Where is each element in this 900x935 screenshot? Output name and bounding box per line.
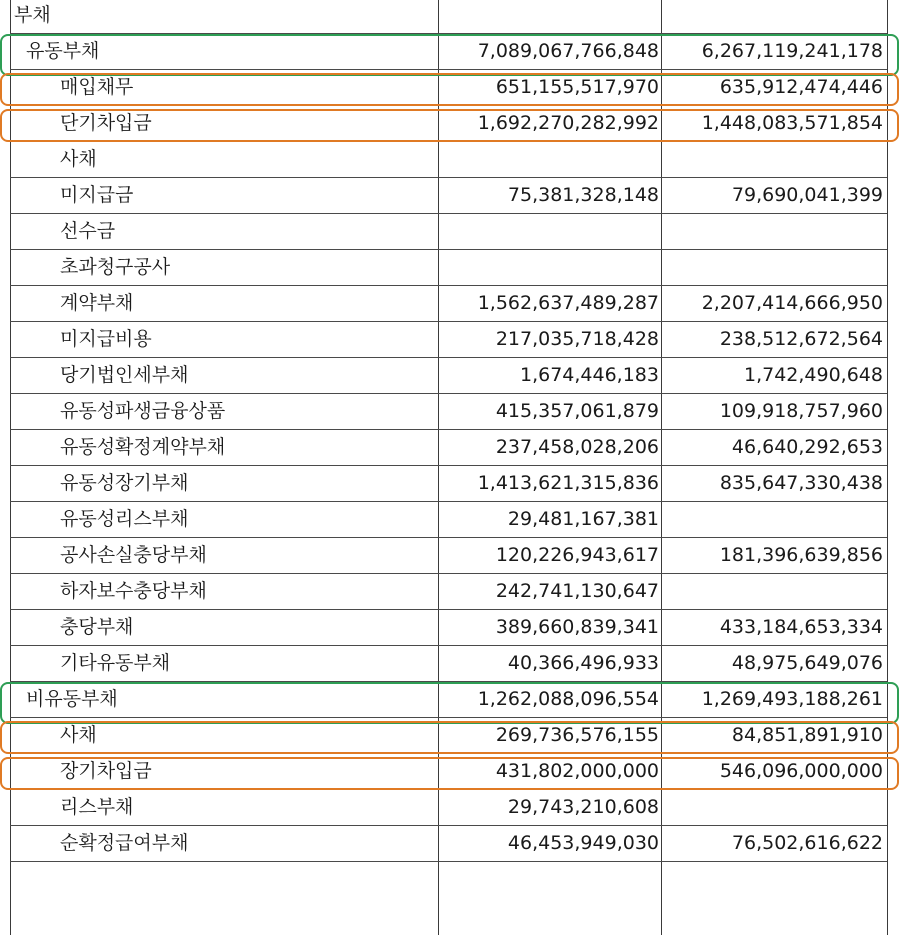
prior-period-amount: 238,512,672,564 [719,328,883,350]
account-label: 선수금 [60,220,116,242]
table-row [10,0,887,34]
table-row [10,610,887,646]
account-label: 사채 [60,148,97,170]
prior-period-amount: 835,647,330,438 [719,472,883,494]
current-period-amount: 29,743,210,608 [507,796,659,818]
account-label: 장기차입금 [60,760,152,782]
current-period-amount: 242,741,130,647 [495,580,659,602]
current-period-amount: 1,674,446,183 [519,364,659,386]
account-label: 초과청구공사 [60,256,171,278]
prior-period-amount [663,790,883,825]
current-period-amount: 75,381,328,148 [507,184,659,206]
prior-period-amount [663,250,883,285]
table-row [10,538,887,574]
current-period-amount: 651,155,517,970 [495,76,659,98]
table-row [10,430,887,466]
account-label: 유동성장기부채 [60,472,189,494]
prior-period-amount: 2,207,414,666,950 [701,292,883,314]
current-period-amount: 389,660,839,341 [495,616,659,638]
prior-period-amount: 433,184,653,334 [719,616,883,638]
account-label: 리스부채 [60,796,134,818]
current-period-amount: 269,736,576,155 [495,724,659,746]
current-period-amount: 46,453,949,030 [507,832,659,854]
table-row [10,826,887,862]
table-row [10,250,887,286]
prior-period-amount [663,214,883,249]
prior-period-amount: 84,851,891,910 [731,724,883,746]
current-period-amount [440,214,659,249]
current-period-amount: 1,262,088,096,554 [477,688,659,710]
account-label: 순확정급여부채 [60,832,189,854]
current-period-amount [440,0,659,33]
current-period-amount [440,250,659,285]
prior-period-amount: 48,975,649,076 [731,652,883,674]
account-label: 기타유동부채 [60,652,171,674]
table-row [10,34,887,70]
current-period-amount: 40,366,496,933 [507,652,659,674]
current-period-amount: 415,357,061,879 [495,400,659,422]
current-period-amount: 1,413,621,315,836 [477,472,659,494]
table-row [10,646,887,682]
table-row [10,502,887,538]
current-period-amount: 1,562,637,489,287 [477,292,659,314]
account-label: 미지급금 [60,184,134,206]
prior-period-amount: 1,269,493,188,261 [701,688,883,710]
prior-period-amount [663,0,883,33]
prior-period-amount: 109,918,757,960 [719,400,883,422]
current-period-amount: 29,481,167,381 [507,508,659,530]
account-label: 공사손실충당부채 [60,544,207,566]
prior-period-amount: 76,502,616,622 [731,832,883,854]
grid-line-right [887,0,888,935]
table-row [10,394,887,430]
table-row [10,70,887,106]
account-label: 유동성파생금융상품 [60,400,226,422]
table-row [10,286,887,322]
prior-period-amount: 79,690,041,399 [731,184,883,206]
account-label: 계약부채 [60,292,134,314]
current-period-amount: 7,089,067,766,848 [477,40,659,62]
current-period-amount: 120,226,943,617 [495,544,659,566]
table-row [10,178,887,214]
account-label: 단기차입금 [60,112,152,134]
table-row [10,790,887,826]
table-row [10,142,887,178]
table-row [10,214,887,250]
prior-period-amount: 6,267,119,241,178 [701,40,883,62]
account-label: 유동부채 [26,40,100,62]
current-period-amount [440,142,659,177]
account-label: 매입채무 [60,76,134,98]
account-label: 유동성리스부채 [60,508,189,530]
account-label: 충당부채 [60,616,134,638]
account-label: 유동성확정계약부채 [60,436,226,458]
prior-period-amount: 46,640,292,653 [731,436,883,458]
table-row [10,358,887,394]
account-label: 비유동부채 [26,688,118,710]
prior-period-amount: 546,096,000,000 [719,760,883,782]
table-row [10,718,887,754]
table-row [10,322,887,358]
current-period-amount: 217,035,718,428 [495,328,659,350]
prior-period-amount: 1,448,083,571,854 [701,112,883,134]
account-label: 하자보수충당부채 [60,580,207,602]
prior-period-amount: 181,396,639,856 [719,544,883,566]
table-row [10,754,887,790]
table-row [10,574,887,610]
prior-period-amount: 1,742,490,648 [743,364,883,386]
account-label: 사채 [60,724,97,746]
prior-period-amount: 635,912,474,446 [719,76,883,98]
table-row [10,682,887,718]
table-row [10,466,887,502]
prior-period-amount [663,142,883,177]
current-period-amount: 431,802,000,000 [495,760,659,782]
account-label: 당기법인세부채 [60,364,189,386]
prior-period-amount [663,502,883,537]
account-label: 미지급비용 [60,328,152,350]
prior-period-amount [663,574,883,609]
current-period-amount: 1,692,270,282,992 [477,112,659,134]
current-period-amount: 237,458,028,206 [495,436,659,458]
account-label: 부채 [14,4,51,26]
table-row [10,106,887,142]
